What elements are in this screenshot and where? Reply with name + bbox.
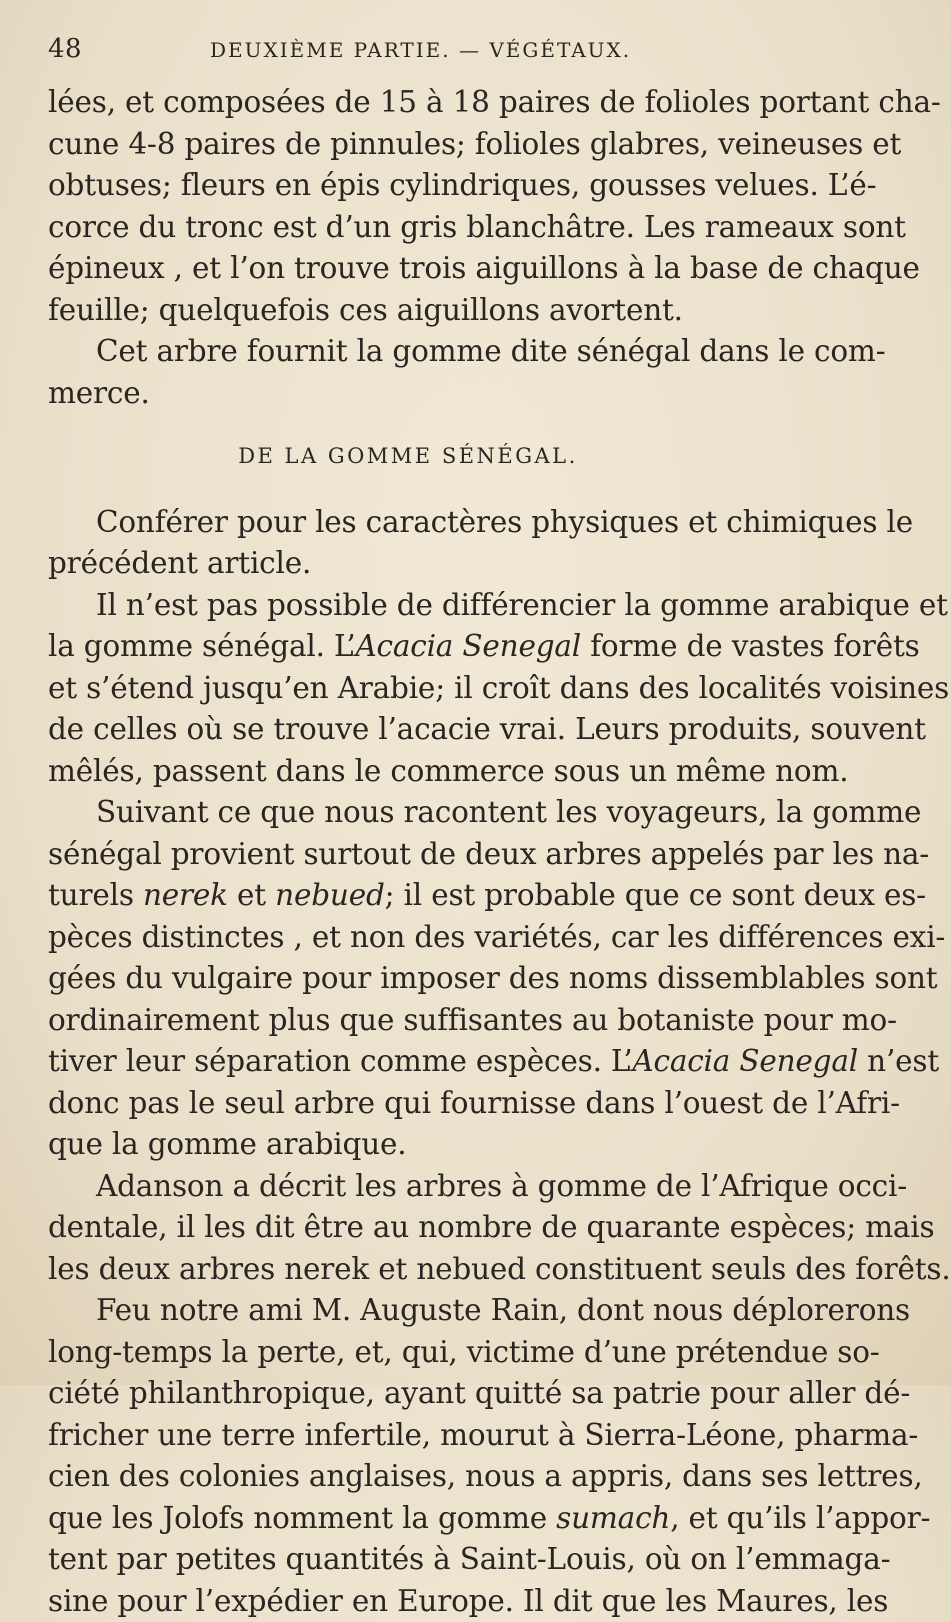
text-line: donc pas le seul arbre qui fournisse dans l’ouest de l’Afri- <box>48 1083 768 1125</box>
text-span: ; il est probable que ce sont deux es- <box>385 878 926 912</box>
text-span: tiver leur séparation comme espèces. L’ <box>48 1044 632 1078</box>
text-line: cune 4-8 paires de pinnules; folioles glabres, veineuses et <box>48 124 768 166</box>
text-line <box>48 875 768 917</box>
text-line: tent par petites quantités à Saint-Louis, où on l’emmaga- <box>48 1539 768 1581</box>
paragraph-continued <box>48 82 768 331</box>
text-line: cien des colonies anglaises, nous a appris, dans ses lettres, <box>48 1456 768 1498</box>
paragraph-commerce <box>48 331 768 414</box>
text-line: que la gomme arabique. <box>48 1124 768 1166</box>
text-line: lées, et composées de 15 à 18 paires de folioles portant cha- <box>48 82 768 124</box>
paragraph-differencier <box>48 585 768 793</box>
tree-name: nebued <box>275 878 384 912</box>
text-line: Cet arbre fournit la gomme dite sénégal dans le com- <box>48 331 768 373</box>
text-line: Suivant ce que nous racontent les voyageurs, la gomme <box>48 792 768 834</box>
text-line: et s’étend jusqu’en Arabie; il croît dans des localités voisines <box>48 668 768 710</box>
text-line: Adanson a décrit les arbres à gomme de l’Afrique occi- <box>48 1166 768 1208</box>
body-text <box>48 82 768 1622</box>
text-span: n’est <box>858 1044 939 1078</box>
tree-name: nerek <box>143 878 228 912</box>
page-number: 48 <box>48 34 82 64</box>
species-name: Acacia Senegal <box>632 1044 858 1078</box>
text-line: sénégal provient surtout de deux arbres appelés par les na- <box>48 834 768 876</box>
text-span: forme de vastes forêts <box>581 629 920 663</box>
paragraph-adanson <box>48 1166 768 1291</box>
text-line: pèces distinctes , et non des variétés, car les différences exi- <box>48 917 768 959</box>
text-line <box>48 1041 768 1083</box>
paragraph-voyageurs <box>48 792 768 1166</box>
text-span: la gomme sénégal. L’ <box>48 629 355 663</box>
text-span: turels <box>48 878 143 912</box>
text-line: Il n’est pas possible de différencier la gomme arabique et <box>48 585 768 627</box>
text-line: corce du tronc est d’un gris blanchâtre. Les rameaux sont <box>48 207 768 249</box>
text-line: dentale, il les dit être au nombre de quarante espèces; mais <box>48 1207 768 1249</box>
text-line: épineux , et l’on trouve trois aiguillons à la base de chaque <box>48 248 768 290</box>
text-line: fricher une terre infertile, mourut à Sierra-Léone, pharma- <box>48 1415 768 1457</box>
text-line: merce. <box>48 373 768 415</box>
text-line: long-temps la perte, et, qui, victime d’une prétendue so- <box>48 1332 768 1374</box>
species-name: Acacia Senegal <box>355 629 581 663</box>
text-line: obtuses; fleurs en épis cylindriques, gousses velues. L’é- <box>48 165 768 207</box>
text-line: Feu notre ami M. Auguste Rain, dont nous déplorerons <box>48 1290 768 1332</box>
text-span: , et qu’ils l’appor- <box>670 1501 930 1535</box>
text-span: que les Jolofs nomment la gomme <box>48 1501 556 1535</box>
text-line: gées du vulgaire pour imposer des noms dissemblables sont <box>48 958 768 1000</box>
paragraph-rain <box>48 1290 768 1622</box>
text-line <box>48 1498 768 1540</box>
text-line: de celles où se trouve l’acacie vrai. Leurs produits, souvent <box>48 709 768 751</box>
text-line: précédent article. <box>48 543 768 585</box>
section-heading: DE LA GOMME SÉNÉGAL. <box>48 436 768 478</box>
running-head: DEUXIÈME PARTIE. — VÉGÉTAUX. <box>210 38 631 62</box>
text-line: mêlés, passent dans le commerce sous un même nom. <box>48 751 768 793</box>
text-span: et <box>228 878 275 912</box>
text-line: feuille; quelquefois ces aiguillons avortent. <box>48 290 768 332</box>
text-line: sine pour l’expédier en Europe. Il dit que les Maures, les <box>48 1581 768 1622</box>
gum-name: sumach <box>556 1501 670 1535</box>
text-line <box>48 626 768 668</box>
text-line: ciété philanthropique, ayant quitté sa patrie pour aller dé- <box>48 1373 768 1415</box>
text-line: ordinairement plus que suffisantes au botaniste pour mo- <box>48 1000 768 1042</box>
text-line: Conférer pour les caractères physiques et chimiques le <box>48 502 768 544</box>
paragraph-conferer <box>48 502 768 585</box>
text-line: les deux arbres nerek et nebued constituent seuls des forêts. <box>48 1249 768 1291</box>
